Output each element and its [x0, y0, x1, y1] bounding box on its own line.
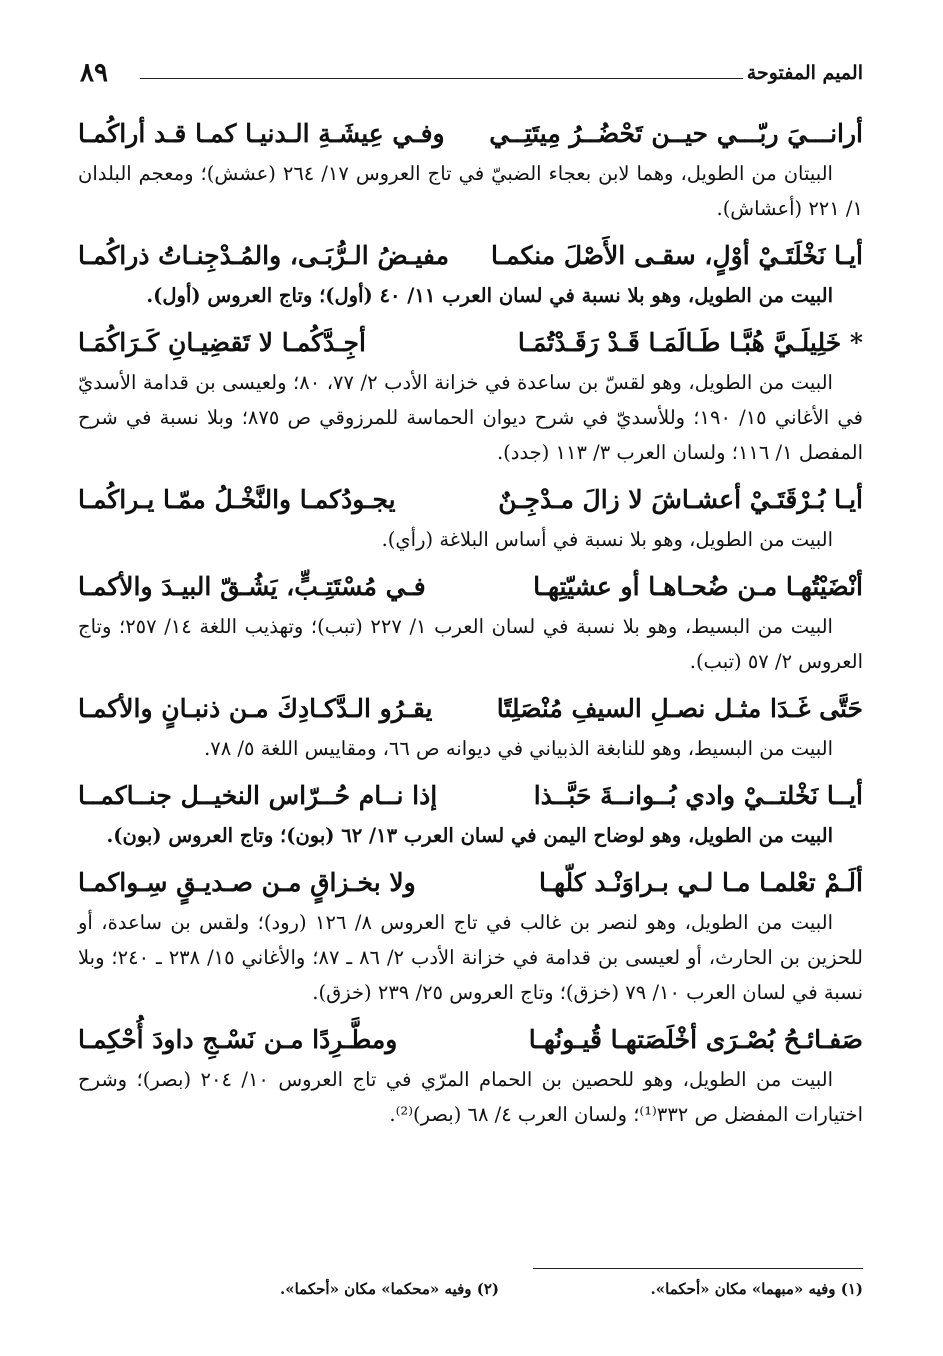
- verse-line: [78, 1018, 863, 1062]
- verse-line: [78, 478, 863, 522]
- second-hemistich: فـي مُسْتَتِـبٍّ، يَشُـقّ البيـدَ والأكمـا: [78, 572, 426, 601]
- first-hemistich: حَتَّى غَـدَا مثـل نصـلِ السيفِ مُنْصَلِتًا: [496, 694, 863, 723]
- second-hemistich: إذا نــام حُــرّاس النخيــل جنــاكمــا: [78, 781, 438, 810]
- second-hemistich: يقـرُو الـدَّكـادِكَ مـن ذنبـانٍ والأكمـا: [78, 694, 433, 723]
- chapter-title: الميم المفتوحة: [746, 62, 863, 84]
- poem-entry: [78, 478, 863, 557]
- first-hemistich: أيـا بُـرْقَتَـيْ أعشـاشَ لا زالَ مـدْجِـنٌ: [498, 485, 863, 514]
- second-hemistich: أجِـدَّكُمـا لا تَقضِيـانِ كَـرَاكُمَـا: [78, 328, 366, 357]
- first-hemistich: [518, 321, 863, 365]
- footnote: (٢) وفيه «محكما» مكان «أحكما».: [280, 1280, 499, 1298]
- first-hemistich: أيــا نَخْلتــيْ وادي بُــوانــةَ حَبَّــذا: [533, 781, 863, 810]
- verse-line: [78, 774, 863, 818]
- asterisk-marker: *: [849, 328, 863, 357]
- poem-entry: [78, 1018, 863, 1132]
- footnotes: [280, 1280, 863, 1298]
- verse-source-note: البيت من الطويل، وهو لنصر بن غالب في تاج العروس ٨/ ١٢٦ (رود)؛ ولقس بن ساعدة، أو للحزين بن الحارث، أو لعيسى بن قدامة في خزانة الأدب ٢/ ٨٦ ـ ٨٧؛ والأغاني ١٥/ ٢٣٨ ـ ٢٤٠؛ وبلا نسبة في لسان العرب ١٠/ ٧٩ (خزق)؛ وتاج العروس ٢٥/ ٢٣٩ (خزق).: [78, 911, 863, 1004]
- running-header: [80, 58, 863, 92]
- poem-entry: [78, 234, 863, 313]
- second-hemistich: ولا بخـزاقٍ مـن صـديـقٍ سِـواكمـا: [78, 868, 416, 897]
- poem-entry: [78, 112, 863, 226]
- first-hemistich: ألَـمْ تعْلمـا مـا لـي بـراوَنْـد كلّهـا: [539, 868, 863, 897]
- second-hemistich: يجـودُكمـا والنَّخْـلُ ممّـا يـراكُمـا: [78, 485, 396, 514]
- poem-entry: [78, 565, 863, 679]
- verse-source-note: البيت من الطويل، وهو لوضاح اليمن في لسان العرب ١٣/ ٦٢ (بون)؛ وتاج العروس (بون).: [106, 824, 833, 847]
- first-hemistich: أرانـــيَ ربّـــي حيــن تَحْضُــرُ مِيتَتِــي: [489, 119, 863, 148]
- second-hemistich: مفيـضُ الـرُّبَـى، والمُـدْجِنـاتُ ذراكُمـا: [78, 241, 449, 270]
- poem-entry: [78, 321, 863, 470]
- poem-entry: [78, 687, 863, 766]
- page-body: [78, 112, 863, 1140]
- verse-source-note: البيت من البسيط، وهو بلا نسبة في لسان العرب ١/ ٢٢٧ (تبب)؛ وتهذيب اللغة ١٤/ ٢٥٧؛ وتاج العروس ٢/ ٥٧ (تبب).: [78, 615, 863, 673]
- second-hemistich: وفـي عِيشَـةِ الـدنيـا كمـا قـد أراكُمـا: [78, 119, 445, 148]
- verse-source-note: البيت من الطويل، وهو للحصين بن الحمام المرّي في تاج العروس ١٠/ ٢٠٤ (بصر)؛ وشرح اختيارات المفضل ص ٣٣٢⁽¹⁾؛ ولسان العرب ٤/ ٦٨ (بصر)⁽²⁾.: [78, 1068, 863, 1126]
- verse-source-note: البيتان من الطويل، وهما لابن بعجاء الضبيّ في تاج العروس ١٧/ ٢٦٤ (عشش)؛ ومعجم البلدان ١/ ٢٢١ (أعشاش).: [78, 162, 863, 220]
- verse-source-note: البيت من البسيط، وهو للنابغة الذبياني في ديوانه ص ٦٦، ومقاييس اللغة ٥/ ٧٨.: [204, 737, 833, 760]
- first-hemistich: أنْضَيْتُهـا مـن ضُحـاهـا أو عشيّتِهـا: [533, 572, 863, 601]
- page-number: ٨٩: [80, 58, 108, 88]
- footnote: (١) وفيه «مبهما» مكان «أحكما».: [650, 1280, 863, 1298]
- verse-line: [78, 321, 863, 365]
- second-hemistich: ومطَّـرِدًا مـن نَسْـجِ داودَ أُحْكِمـا: [78, 1025, 398, 1054]
- header-rule: [140, 78, 743, 79]
- first-hemistich-text: خَلِيلَـيَّ هُبَّـا طَـالَمَـا قَـدْ رَقَـدْتُمَـا: [517, 328, 842, 357]
- verse-line: [78, 112, 863, 156]
- verse-line: [78, 861, 863, 905]
- verse-source-note: البيت من الطويل، وهو لقسّ بن ساعدة في خزانة الأدب ٢/ ٧٧، ٨٠؛ ولعيسى بن قدامة الأسديّ في الأغاني ١٥/ ١٩٠؛ وللأسديّ في شرح ديوان الحماسة للمرزوقي ص ٨٧٥؛ وبلا نسبة في شرح المفصل ١/ ١١٦؛ ولسان العرب ٣/ ١١٣ (جدد).: [78, 371, 863, 464]
- verse-source-note: البيت من الطويل، وهو بلا نسبة في أساس البلاغة (رأي).: [381, 528, 833, 551]
- verse-source-note: البيت من الطويل، وهو بلا نسبة في لسان العرب ١١/ ٤٠ (أول)؛ وتاج العروس (أول).: [146, 284, 833, 307]
- verse-line: [78, 687, 863, 731]
- poem-entry: [78, 774, 863, 853]
- verse-line: [78, 234, 863, 278]
- poem-entry: [78, 861, 863, 1010]
- first-hemistich: صَفـائـحُ بُصْـرَى أخْلَصَتهـا قُيـونُهـا: [528, 1025, 863, 1054]
- verse-line: [78, 565, 863, 609]
- first-hemistich: أيـا نَخْلَتَـيْ أوْلٍ، سقـى الأَصْلَ منكمـا: [491, 241, 863, 270]
- footnote-separator: [533, 1268, 863, 1269]
